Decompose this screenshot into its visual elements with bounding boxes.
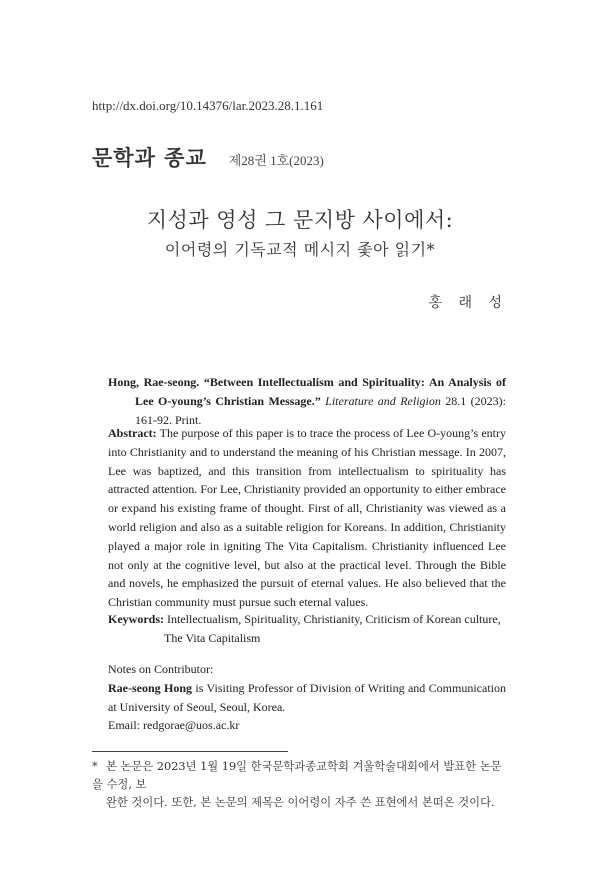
citation-author: Hong, Rae-seong. — [108, 375, 200, 389]
citation-journal: Literature and Religion — [325, 393, 441, 408]
notes-heading: Notes on Contributor: — [108, 662, 214, 676]
abstract-label: Abstract: — [108, 426, 157, 440]
journal-logo: 문학과 종교 — [92, 146, 207, 170]
citation-article-title: “Between Intellectualism and Spirituality: An Analysis of Lee O-young’s Christian Message.” — [135, 375, 507, 408]
keywords-line1: Intellectualism, Spirituality, Christianity, Criticism of Korean culture, — [167, 612, 501, 626]
abstract-text: The purpose of this paper is to trace the process of Lee O-young’s entry into Christianity and to understand the meaning of his Christian message. In 2007, Lee was baptized, and this transition from intellectualism to spirituality has attracted attention. For Lee, Christianity provided an opportunity to either embrace or expand his existing frame of thought. First of all, Christianity was viewed as a world religion and also as a suitable religion for Koreans. In addition, Christianity played a major role in igniting The Vita Capitalism. Christianity influenced Lee not only at the cognitive level, but also at the practical level. Through the Bible and novels, he emphasized the pursuit of eternal values. He also believed that the Christian community must pursue such eternal values. — [108, 426, 506, 610]
contributor-bio: is Visiting Professor of Division of Writing and Communication at University of Seoul, Seoul, Korea. — [108, 680, 506, 714]
keywords-label: Keywords: — [108, 612, 164, 626]
footnote-line2: 완한 것이다. 또한, 본 논문의 제목은 이어령이 자주 쓴 표현에서 본떠온 것이다. — [106, 796, 495, 809]
abstract — [108, 424, 506, 612]
footnote-divider — [92, 751, 288, 752]
paper-title: 지성과 영성 그 문지방 사이에서: — [146, 208, 454, 232]
email-address[interactable]: redgorae@uos.ac.kr — [143, 718, 240, 733]
citation-details: 28.1 (2023): 161-92. Print. — [135, 393, 507, 427]
journal-issue: 제28권 1호(2023) — [228, 153, 324, 168]
citation — [108, 373, 506, 429]
email-label: Email: — [108, 718, 140, 733]
contributor-name: Rae-seong Hong — [108, 680, 193, 695]
footnote-line1: 본 논문은 2023년 1월 19일 한국문학과종교학회 겨울학술대회에서 발표한 논문을 수정, 보 — [92, 760, 502, 791]
journal-header — [92, 142, 324, 172]
doi-link[interactable]: http://dx.doi.org/10.14376/lar.2023.28.1.161 — [92, 98, 324, 113]
footnote-mark: * — [92, 760, 98, 773]
paper-subtitle: 이어령의 기독교적 메시지 좇아 읽기* — [164, 240, 436, 259]
keywords-line2: The Vita Capitalism — [164, 630, 261, 645]
notes-on-contributor — [108, 660, 506, 735]
keywords — [108, 610, 506, 648]
footnote — [92, 758, 512, 812]
author-name: 홍 래 성 — [428, 295, 508, 311]
